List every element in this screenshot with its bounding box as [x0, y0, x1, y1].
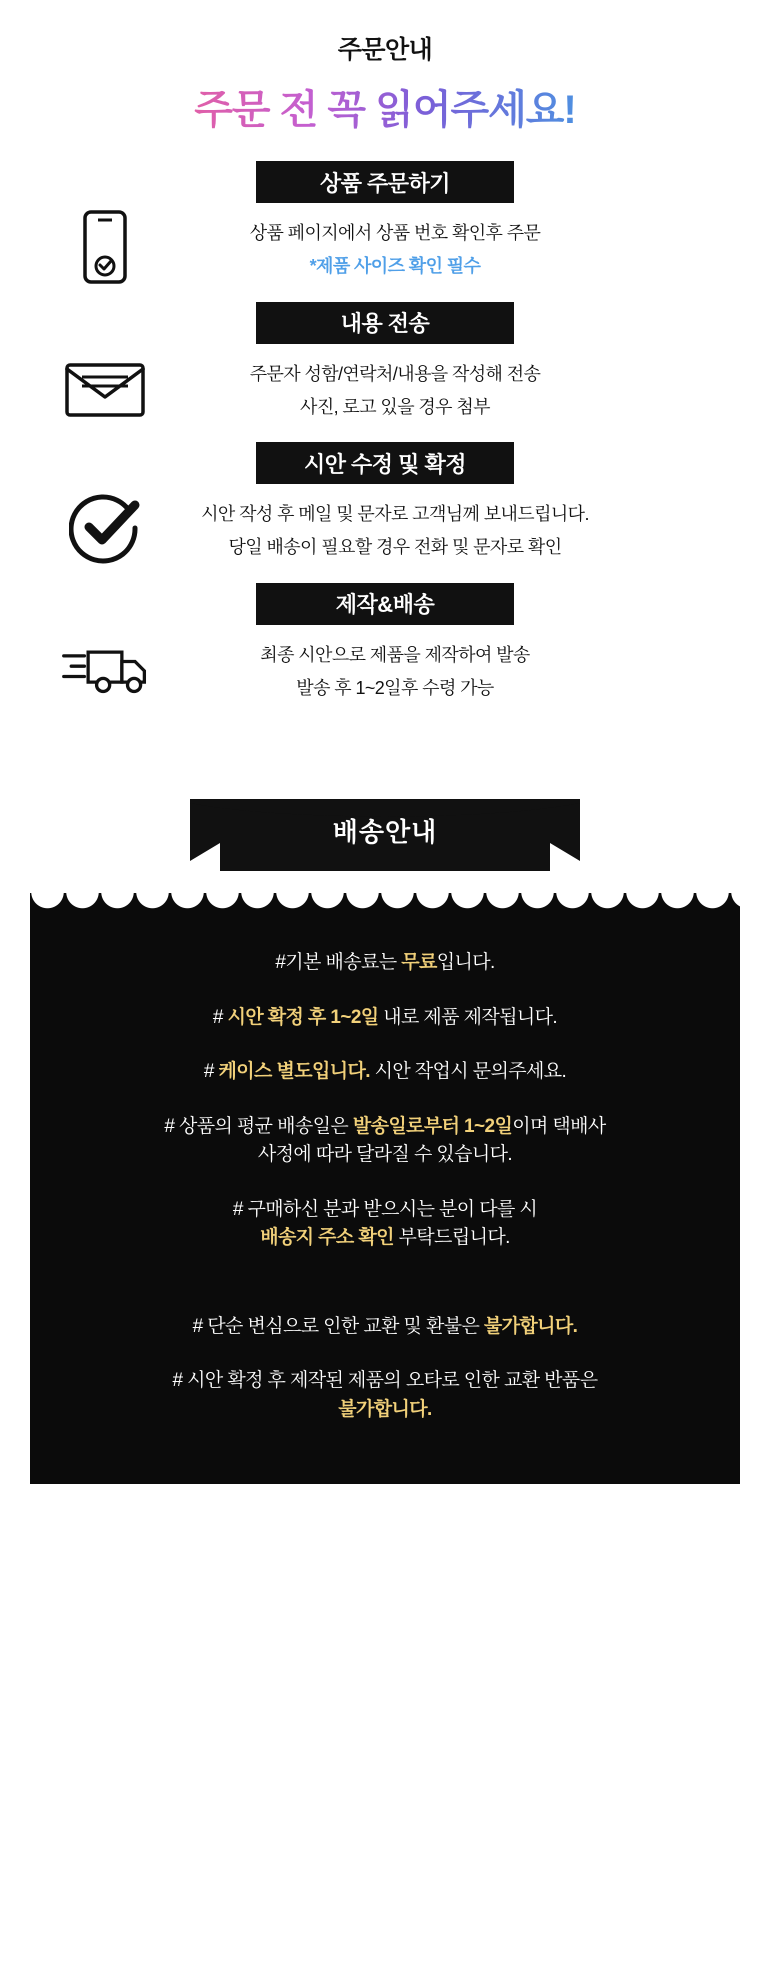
- notice-line-no-return-typo: [60, 1367, 710, 1424]
- step-line: 시안 작성 후 메일 및 문자로 고객님께 보내드립니다.: [201, 504, 589, 525]
- step-text-block: [160, 358, 630, 425]
- step-line: 사진, 로고 있을 경우 첨부: [300, 396, 490, 417]
- delivery-ribbon: [0, 799, 770, 871]
- step-production-delivery: [0, 583, 770, 714]
- notice-line-production-time: [60, 1004, 710, 1033]
- step-body: [0, 625, 770, 714]
- step-badge: 시안 수정 및 확정: [256, 442, 514, 484]
- notice-spacer: [60, 1279, 710, 1313]
- step-line: 발송 후 1~2일후 수령 가능: [296, 678, 494, 699]
- notice-highlight: 불가합니다.: [338, 1398, 432, 1420]
- notice-text: 입니다.: [436, 952, 495, 974]
- step-badge: 상품 주문하기: [256, 161, 514, 203]
- envelope-icon: [60, 348, 150, 428]
- notice-highlight: 불가합니다.: [483, 1315, 578, 1337]
- notice-text: 시안 작업시 문의주세요.: [369, 1061, 567, 1083]
- notice-text: # 구매하신 분과 받으시는 분이 다를 시: [232, 1198, 538, 1220]
- order-steps: [0, 161, 770, 713]
- step-text-block: [160, 639, 630, 706]
- step-line: 최종 시안으로 제품을 제작하여 발송: [260, 644, 530, 665]
- page-title: 주문 전 꼭 읽어주세요!: [194, 78, 575, 135]
- page-kicker: 주문안내: [337, 36, 433, 64]
- step-line: 상품 페이지에서 상품 번호 확인후 주문: [249, 223, 541, 243]
- mobile-phone-icon: [60, 207, 150, 287]
- notice-line-average-shipping: [60, 1113, 710, 1170]
- step-revise-confirm: [0, 442, 770, 573]
- step-body: [0, 203, 770, 292]
- step-body: [0, 484, 770, 573]
- notice-text: 사정에 따라 달라질 수 있습니다.: [257, 1144, 513, 1166]
- notice-text: # 상품의 평균 배송일은: [164, 1115, 353, 1137]
- notice-text: #기본 배송료는: [275, 952, 402, 974]
- notice-highlight: 케이스 별도입니다.: [218, 1061, 370, 1083]
- notice-line-no-refund-change-of-mind: [60, 1313, 710, 1342]
- step-text-block: [160, 217, 630, 284]
- notice-highlight: 발송일로부터 1~2일: [352, 1115, 513, 1137]
- step-line: 주문자 성함/연락처/내용을 작성해 전송: [249, 363, 541, 384]
- notice-text: #: [212, 1006, 228, 1028]
- step-send-content: [0, 302, 770, 433]
- delivery-notice-panel: [30, 893, 740, 1484]
- check-circle-icon: [60, 488, 150, 568]
- step-order-product: [0, 161, 770, 292]
- ribbon-label: 배송안내: [332, 816, 438, 847]
- notice-text: 내로 제품 제작됩니다.: [378, 1006, 558, 1028]
- notice-text: # 단순 변심으로 인한 교환 및 환불은: [192, 1315, 484, 1337]
- delivery-truck-icon: [60, 629, 150, 709]
- step-line-accent: *제품 사이즈 확인 필수: [309, 256, 481, 277]
- notice-text: 부탁드립니다.: [393, 1227, 510, 1249]
- notice-line-different-recipient: [60, 1196, 710, 1253]
- notice-highlight: 시안 확정 후 1~2일: [227, 1006, 379, 1028]
- step-badge: 제작&배송: [256, 583, 514, 625]
- step-body: [0, 344, 770, 433]
- notice-line-shipping-fee: [60, 949, 710, 978]
- scallop-edge-decoration: [30, 892, 740, 918]
- step-line: 당일 배송이 필요할 경우 전화 및 문자로 확인: [228, 537, 562, 558]
- notice-highlight: 배송지 주소 확인: [260, 1227, 394, 1249]
- notice-text: # 시안 확정 후 제작된 제품의 오타로 인한 교환 반품은: [172, 1370, 598, 1392]
- notice-text: 이며 택배사: [512, 1115, 606, 1137]
- notice-highlight: 무료: [401, 952, 437, 974]
- step-text-block: [160, 498, 630, 565]
- notice-text: #: [203, 1061, 219, 1083]
- step-badge: 내용 전송: [256, 302, 514, 344]
- page-header: [0, 0, 770, 135]
- notice-line-case-separate: [60, 1058, 710, 1087]
